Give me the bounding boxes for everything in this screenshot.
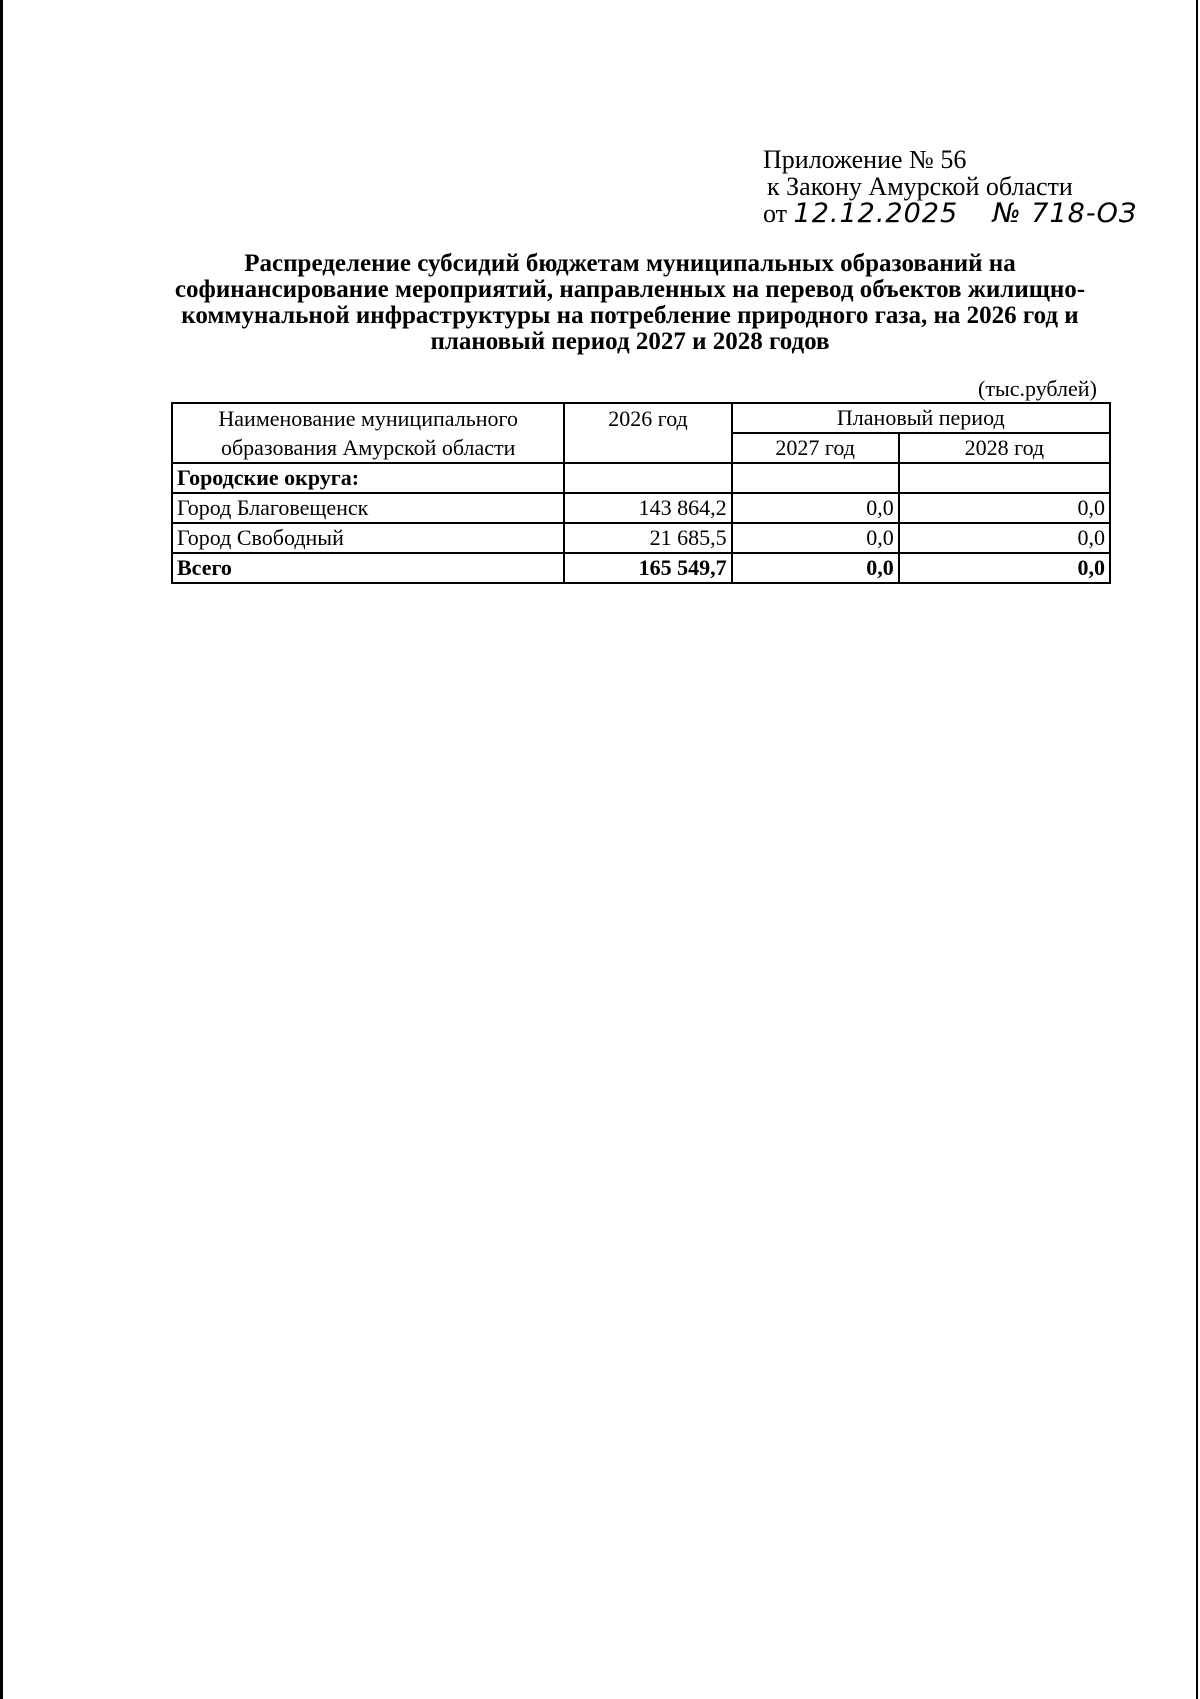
header-2027: 2027 год (732, 433, 899, 463)
table-row (172, 493, 1110, 523)
row-name: Город Свободный (172, 523, 564, 553)
handwritten-number: № 718-ОЗ (992, 198, 1138, 229)
appendix-line3 (763, 200, 1137, 227)
section-empty-2028 (899, 463, 1110, 493)
appendix-block (763, 146, 1137, 227)
section-row (172, 463, 1110, 493)
total-value-2026: 165 549,7 (564, 553, 731, 583)
total-value-2028: 0,0 (899, 553, 1110, 583)
total-value-2027: 0,0 (732, 553, 899, 583)
subsidy-table (171, 402, 1111, 584)
document-title: Распределение субсидий бюджетам муниципальных образований на софинансирование мероприятий, направленных на перевод объектов жилищно-коммунальной инфраструктуры на потребление природного газа, на 2026 год и плановый период 2027 и 2028 годов (174, 250, 1086, 355)
scan-edge-left (0, 0, 3, 1699)
header-row-1 (172, 403, 1110, 433)
row-value-2027: 0,0 (732, 523, 899, 553)
table-row (172, 523, 1110, 553)
appendix-from: от (763, 199, 788, 228)
scan-edge-right (1196, 0, 1198, 1699)
handwritten-date: 12.12.2025 (793, 198, 959, 229)
header-name-line2: образования Амурской области (220, 435, 516, 460)
row-name: Город Благовещенск (172, 493, 564, 523)
section-empty-2026 (564, 463, 731, 493)
appendix-line2: к Закону Амурской области (767, 172, 1073, 201)
appendix-line1: Приложение № 56 (763, 145, 967, 174)
header-name (172, 403, 564, 463)
units-label: (тыс.рублей) (978, 376, 1097, 401)
header-2028: 2028 год (899, 433, 1110, 463)
row-value-2026: 21 685,5 (564, 523, 731, 553)
header-name-line1: Наименование муниципального (218, 406, 518, 431)
row-value-2026: 143 864,2 (564, 493, 731, 523)
row-value-2028: 0,0 (899, 523, 1110, 553)
header-planned-period: Плановый период (732, 403, 1110, 433)
total-name: Всего (172, 553, 564, 583)
header-2026: 2026 год (564, 403, 731, 463)
row-value-2027: 0,0 (732, 493, 899, 523)
section-empty-2027 (732, 463, 899, 493)
total-row (172, 553, 1110, 583)
row-value-2028: 0,0 (899, 493, 1110, 523)
section-title: Городские округа: (172, 463, 564, 493)
